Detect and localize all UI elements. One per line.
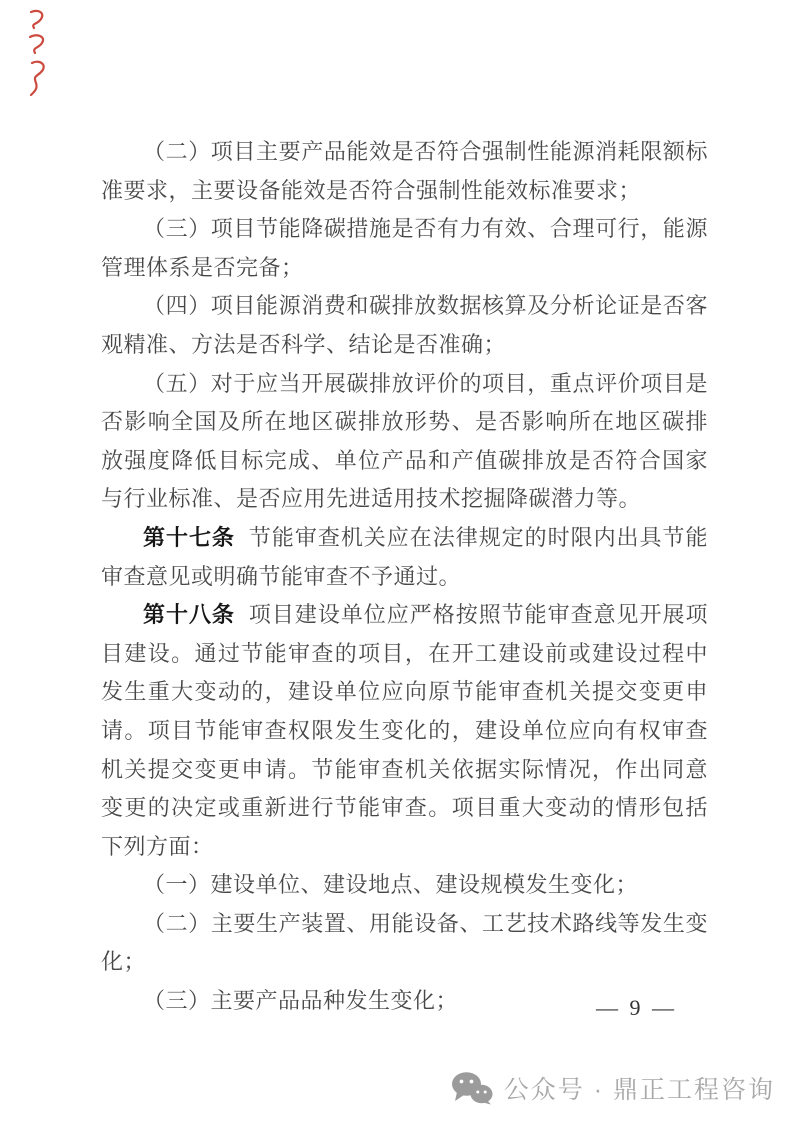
paragraph-item-2: （二）项目主要产品能效是否符合强制性能源消耗限额标准要求，主要设备能效是否符合强制性能效标准要求；: [101, 139, 708, 203]
page-number: — 9 —: [596, 995, 677, 1020]
watermark-text: 公众号 · 鼎正工程咨询: [503, 1076, 775, 1104]
paragraph-item-5: （五）对于应当开展碳排放评价的项目，重点评价项目是否影响全国及所在地区碳排放形势、是否影响所在地区碳排放强度降低目标完成、单位产品和产值碳排放是否符合国家与行业标准、是否应用先进适用技术挖掘降碳潜力等。: [101, 370, 708, 512]
article-17-body: 节能审查机关应在法律规定的时限内出具节能审查意见或明确节能审查不予通过。: [101, 524, 708, 589]
watermark-footer: [451, 1066, 775, 1110]
paragraph-change-item-3: （三）主要产品品种发生变化；: [143, 988, 459, 1014]
article-17-heading: 第十七条: [143, 524, 235, 550]
paragraph-item-4: （四）项目能源消费和碳排放数据核算及分析论证是否客观精准、方法是否科学、结论是否准确；: [101, 293, 708, 357]
red-handwriting-marks-icon: [26, 7, 50, 97]
article-18-heading: 第十八条: [143, 602, 235, 628]
paragraph-article-18: [101, 596, 708, 866]
paragraph-article-17: [101, 519, 708, 596]
article-18-body: 项目建设单位应严格按照节能审查意见开展项目建设。通过节能审查的项目，在开工建设前或建设过程中发生重大变动的，建设单位应向原节能审查机关提交变更申请。项目节能审查权限发生变化的，建设单位应向有权审查机关提交变更申请。节能审查机关依据实际情况，作出同意变更的决定或重新进行节能审查。项目重大变动的情形包括下列方面：: [101, 602, 708, 859]
paragraph-item-3: （三）项目节能降碳措施是否有力有效、合理可行，能源管理体系是否完备；: [101, 216, 708, 280]
document-body: [101, 133, 708, 1021]
paragraph-change-item-2: （二）主要生产装置、用能设备、工艺技术路线等发生变化；: [101, 910, 708, 975]
paragraph-change-item-1: （一）建设单位、建设地点、建设规模发生变化；: [143, 872, 639, 898]
wechat-icon: [451, 1071, 493, 1105]
